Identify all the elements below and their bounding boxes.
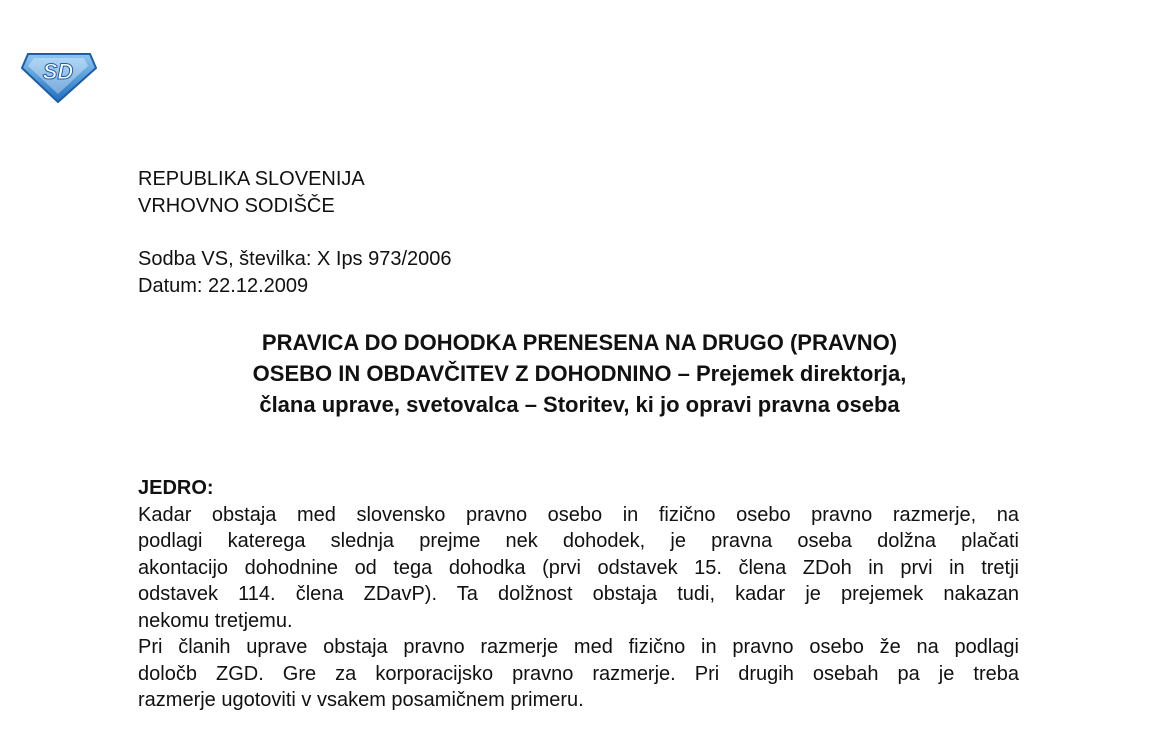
- paragraph-line: odstavek 114. člena ZDavP). Ta dolžnost obstaja tudi, kadar je prejemek nakazan: [138, 583, 1019, 605]
- case-date: Datum: 22.12.2009: [138, 275, 309, 297]
- document-title: [138, 327, 1021, 420]
- paragraph-line: Kadar obstaja med slovensko pravno osebo in fizično osebo pravno razmerje, na: [138, 503, 1019, 526]
- core-paragraph-2: [138, 634, 1019, 714]
- paragraph-line: določb ZGD. Gre za korporacijsko pravno razmerje. Pri drugih osebah pa je treba: [138, 662, 1019, 685]
- paragraph-line: nekomu tretjemu.: [138, 609, 293, 632]
- paragraph-line: razmerje ugotoviti v vsakem posamičnem primeru.: [138, 689, 584, 711]
- svg-text:SD: SD: [42, 59, 74, 84]
- title-line-3: člana uprave, svetovalca – Storitev, ki jo opravi pravna oseba: [259, 392, 900, 417]
- country-name: REPUBLIKA SLOVENIJA: [138, 168, 365, 190]
- court-name: VRHOVNO SODIŠČE: [138, 195, 335, 217]
- case-info: [138, 246, 452, 300]
- case-number: Sodba VS, številka: X Ips 973/2006: [138, 248, 452, 270]
- title-line-2: OSEBO IN OBDAVČITEV Z DOHODNINO – Prejemek direktorja,: [252, 361, 907, 386]
- paragraph-line: akontacijo dohodnine od tega dohodka (prvi odstavek 15. člena ZDoh in prvi in tretji: [138, 556, 1019, 579]
- core-section: [138, 475, 1019, 714]
- core-label: JEDRO:: [138, 477, 214, 499]
- core-paragraph-1: [138, 502, 1019, 635]
- publisher-logo-icon: [20, 46, 98, 106]
- title-line-1: PRAVICA DO DOHODKA PRENESENA NA DRUGO (PRAVNO): [261, 330, 898, 355]
- paragraph-line: podlagi katerega slednja prejme nek dohodek, je pravna oseba dolžna plačati: [138, 530, 1019, 552]
- paragraph-line: Pri članih uprave obstaja pravno razmerje med fizično in pravno osebo že na podlagi: [138, 636, 1019, 658]
- court-header: [138, 166, 365, 220]
